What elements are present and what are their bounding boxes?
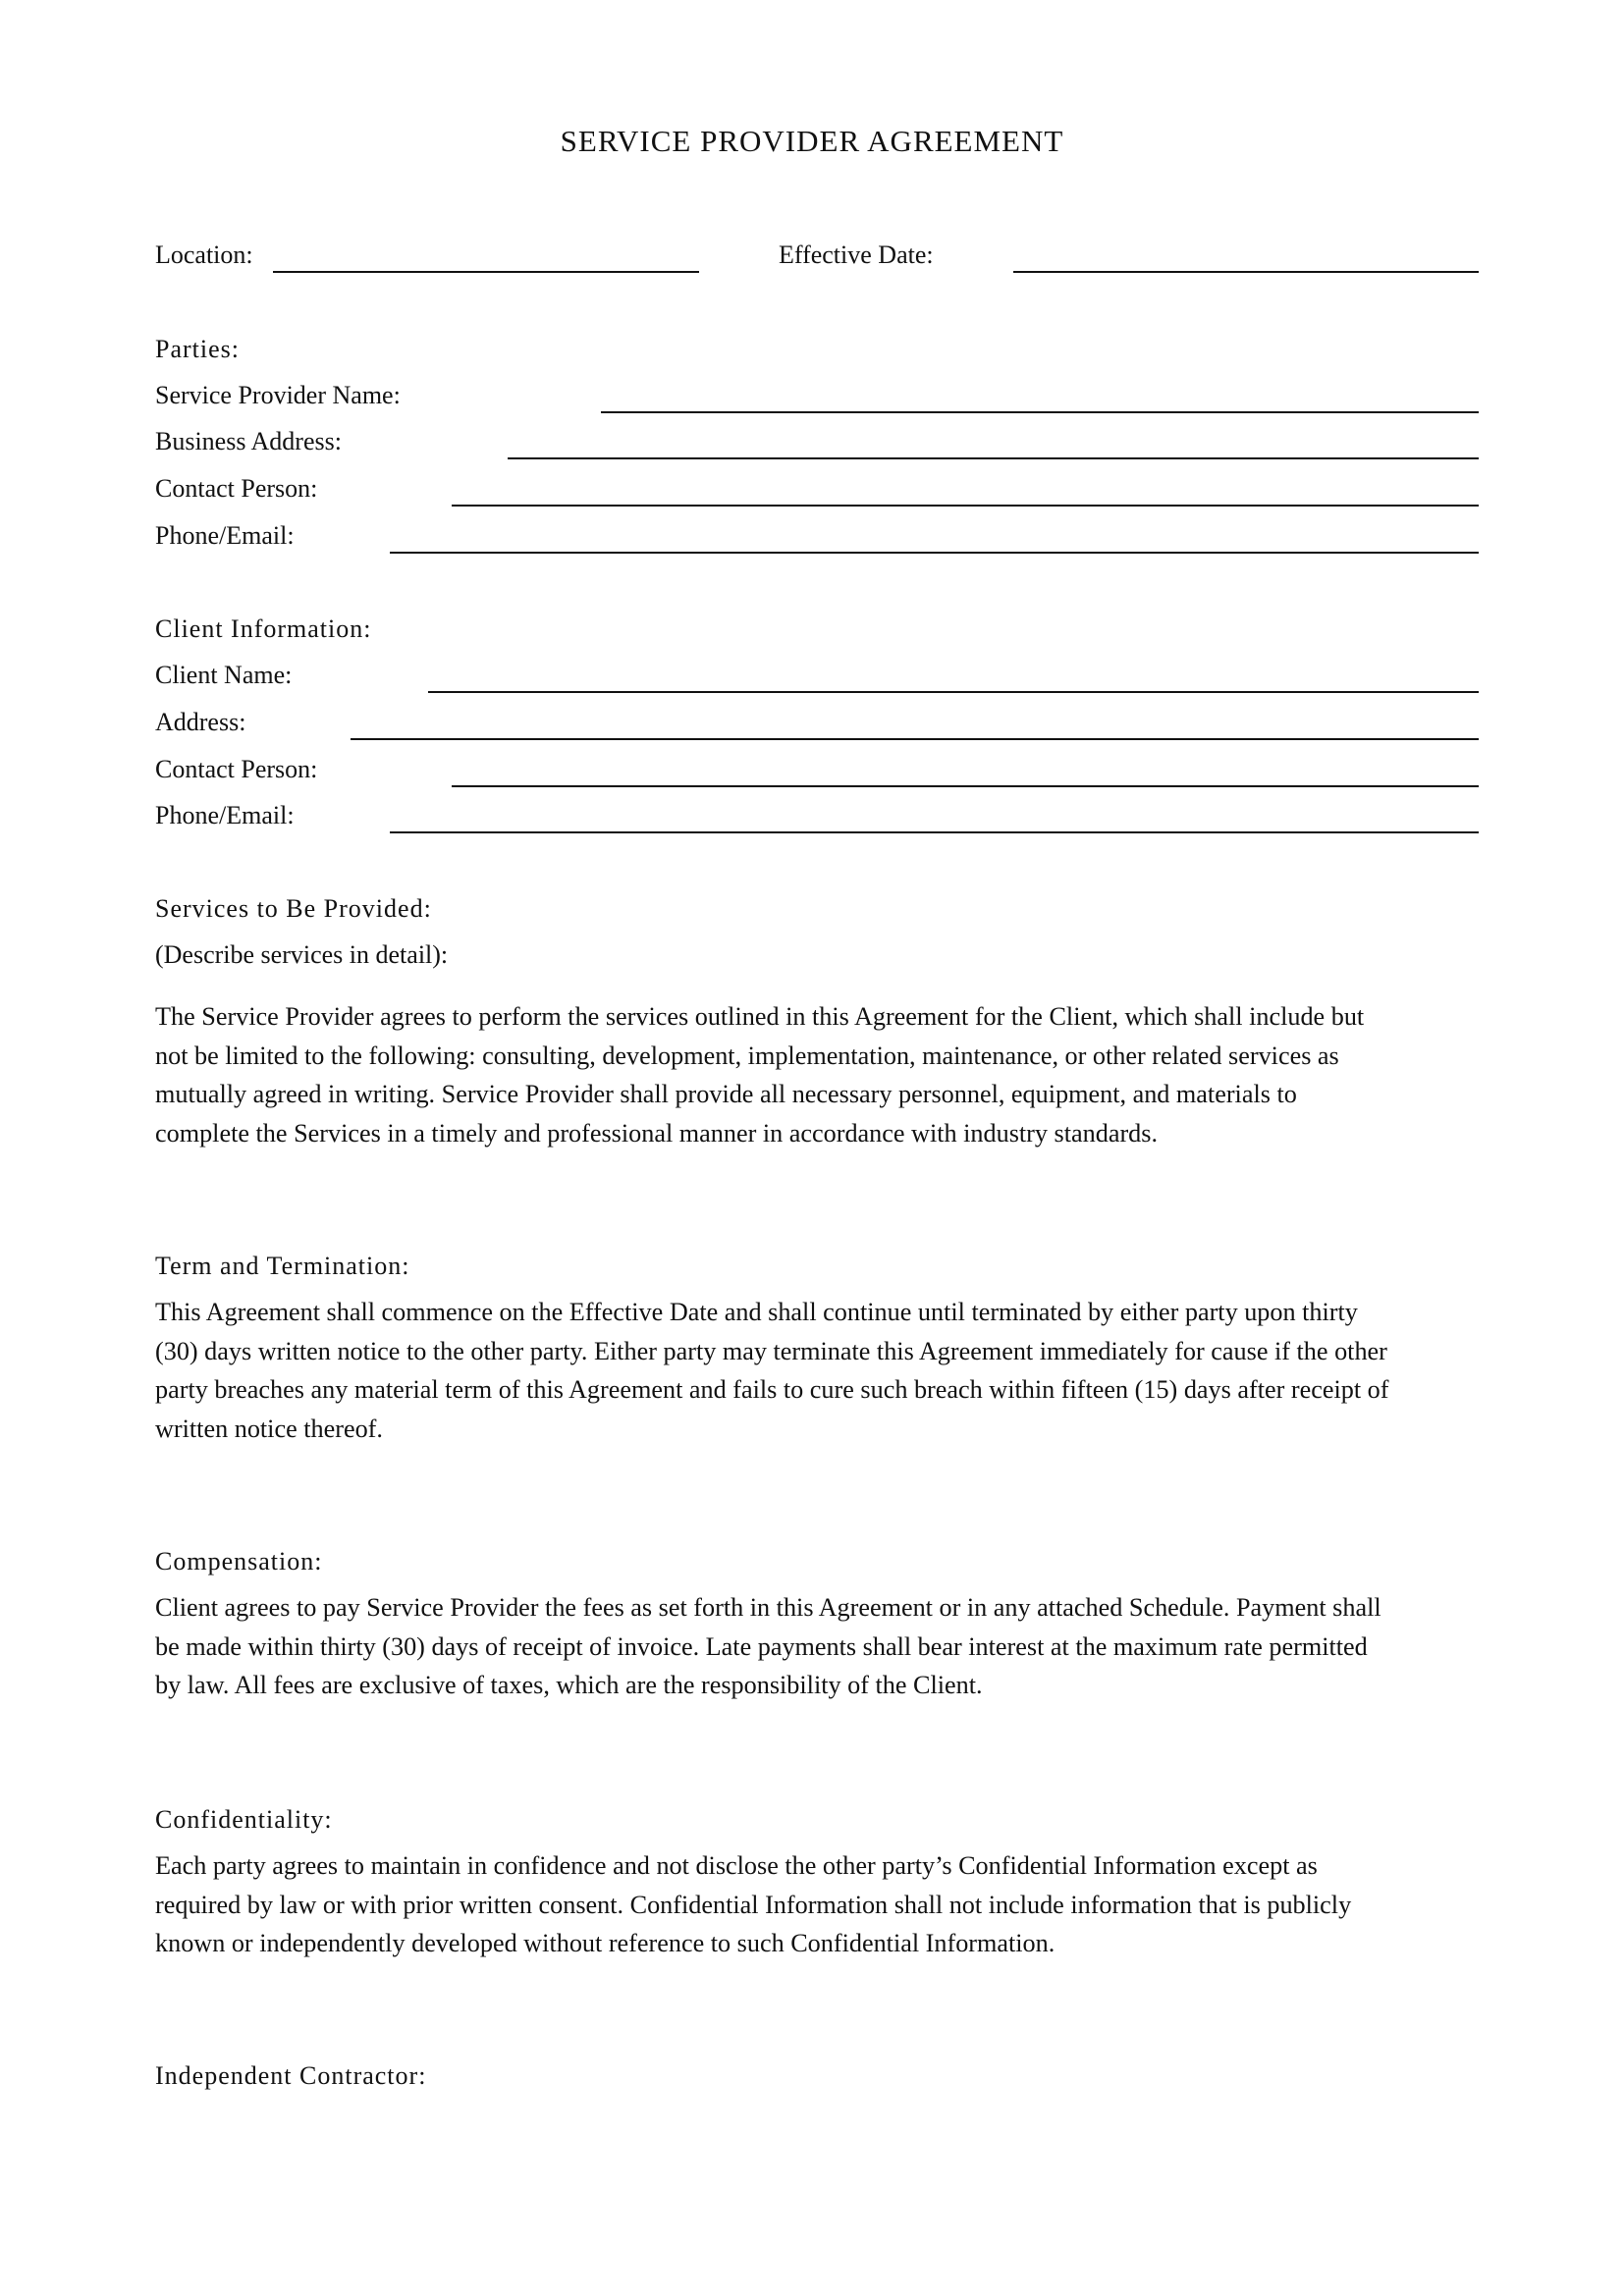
document-title: SERVICE PROVIDER AGREEMENT (560, 124, 1064, 158)
effective-date-field-line[interactable] (1013, 271, 1479, 273)
service-provider-name-field-line[interactable] (601, 411, 1479, 413)
client-address-label: Address: (155, 708, 246, 736)
term-line: This Agreement shall commence on the Effective Date and shall continue until terminated by either party upon thirty (155, 1298, 1358, 1326)
client-name-label: Client Name: (155, 661, 293, 689)
confidentiality-line: Each party agrees to maintain in confidence and not disclose the other party’s Confidential Information except as (155, 1851, 1318, 1880)
parties-heading: Parties: (155, 335, 240, 363)
service-provider-name-label: Service Provider Name: (155, 381, 401, 409)
compensation-paragraph (155, 1588, 1481, 1705)
provider-phone-email-label: Phone/Email: (155, 521, 295, 550)
compensation-heading: Compensation: (155, 1547, 323, 1575)
confidentiality-heading: Confidentiality: (155, 1805, 333, 1834)
client-phone-email-label: Phone/Email: (155, 801, 295, 829)
compensation-line: by law. All fees are exclusive of taxes, which are the responsibility of the Client. (155, 1671, 983, 1699)
independent-contractor-heading: Independent Contractor: (155, 2061, 427, 2090)
term-line: written notice thereof. (155, 1414, 383, 1443)
confidentiality-paragraph (155, 1846, 1481, 1963)
client-phone-email-field-line[interactable] (390, 831, 1479, 833)
business-address-label: Business Address: (155, 427, 342, 455)
services-line: mutually agreed in writing. Service Provider shall provide all necessary personnel, equipment, and materials to (155, 1080, 1297, 1108)
services-paragraph (155, 997, 1481, 1152)
term-line: (30) days written notice to the other party. Either party may terminate this Agreement immediately for cause if the other (155, 1336, 1387, 1365)
client-contact-person-field-line[interactable] (452, 785, 1479, 787)
client-name-field-line[interactable] (428, 691, 1479, 693)
term-termination-heading: Term and Termination: (155, 1252, 410, 1280)
location-field-line[interactable] (273, 271, 699, 273)
provider-phone-email-field-line[interactable] (390, 552, 1479, 554)
compensation-line: be made within thirty (30) days of receipt of invoice. Late payments shall bear interest at the maximum rate permitted (155, 1631, 1368, 1661)
services-line: The Service Provider agrees to perform the services outlined in this Agreement for the Client, which shall include but (155, 1002, 1365, 1031)
services-heading: Services to Be Provided: (155, 894, 432, 923)
effective-date-label: Effective Date: (779, 240, 934, 269)
business-address-field-line[interactable] (508, 457, 1479, 459)
services-line: not be limited to the following: consulting, development, implementation, maintenance, or other related services as (155, 1041, 1339, 1070)
term-line: party breaches any material term of this Agreement and fails to cure such breach within fifteen (15) days after receipt of (155, 1375, 1389, 1404)
services-line: complete the Services in a timely and professional manner in accordance with industry standards. (155, 1118, 1158, 1148)
compensation-line: Client agrees to pay Service Provider the fees as set forth in this Agreement or in any attached Schedule. Payment shall (155, 1593, 1381, 1622)
provider-contact-person-field-line[interactable] (452, 505, 1479, 507)
services-subheading: (Describe services in detail): (155, 940, 449, 969)
confidentiality-line: known or independently developed without reference to such Confidential Information. (155, 1929, 1056, 1957)
location-label: Location: (155, 240, 253, 269)
term-termination-paragraph (155, 1293, 1481, 1448)
confidentiality-line: required by law or with prior written consent. Confidential Information shall not include information that is publicly (155, 1890, 1352, 1919)
client-information-heading: Client Information: (155, 614, 372, 643)
client-address-field-line[interactable] (351, 738, 1479, 740)
provider-contact-person-label: Contact Person: (155, 474, 318, 503)
client-contact-person-label: Contact Person: (155, 755, 318, 783)
